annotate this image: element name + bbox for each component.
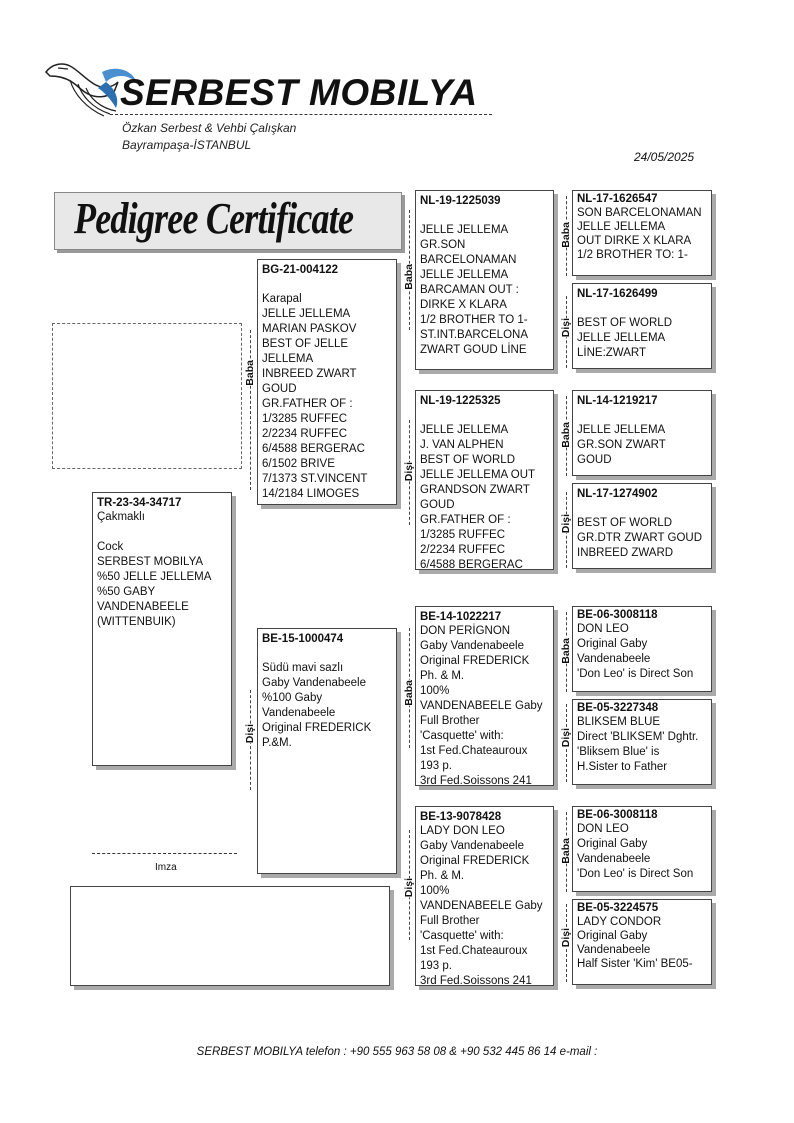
brand-underline bbox=[110, 114, 492, 115]
label-sss-father: Baba bbox=[560, 222, 572, 248]
label-dam-mother: Dişi bbox=[244, 724, 256, 744]
sire-card bbox=[257, 259, 397, 505]
bird-card bbox=[92, 492, 232, 766]
dsd-info: BLIKSEM BLUE Direct 'BLIKSEM' Dghtr. 'Bliksem Blue' is H.Sister to Father bbox=[577, 716, 699, 773]
photo-placeholder bbox=[52, 323, 242, 469]
location-text: Bayrampaşa-İSTANBUL bbox=[122, 138, 252, 152]
dss-info: DON LEO Original Gaby Vandenabeele 'Don Leo' is Direct Son bbox=[577, 623, 694, 680]
label-sdd-mother: Dişi bbox=[560, 514, 572, 534]
ss-ring: NL-19-1225039 bbox=[420, 195, 501, 207]
label-ssd-mother: Dişi bbox=[560, 318, 572, 338]
sss-ring: NL-17-1626547 bbox=[577, 193, 658, 205]
label-dd-mother: Dişi bbox=[403, 878, 415, 898]
sire-info: Karapal JELLE JELLEMA MARIAN PASKOV BEST OF JELLE JELLEMA INBREED ZWART GOUD GR.FATHER OF : 1/3285 RUFFEC 2/2234 RUFFEC 6/4588 BERGERAC 6/1502 BRIVE 7/1373 ST.VINCENT 14/2184 LIMOGES bbox=[262, 293, 368, 500]
dss-ring: BE-06-3008118 bbox=[577, 609, 658, 621]
dsd-ring: BE-05-3227348 bbox=[577, 702, 659, 714]
ssd-ring: NL-17-1626499 bbox=[577, 288, 658, 300]
dam-card bbox=[257, 628, 397, 874]
bird-info: Çakmaklı Cock SERBEST MOBILYA %50 JELLE JELLEMA %50 GABY VANDENABEELE (WITTENBUIK) bbox=[97, 511, 212, 628]
sd-ring: NL-19-1225325 bbox=[420, 395, 501, 407]
ddd-ring: BE-05-3224575 bbox=[577, 902, 659, 914]
ds-card bbox=[415, 606, 554, 786]
ssd-card bbox=[572, 283, 712, 369]
connector-sire bbox=[250, 330, 251, 490]
label-ds-father: Baba bbox=[403, 680, 415, 706]
label-ddd-mother: Dişi bbox=[560, 928, 572, 948]
ds-ring: BE-14-1022217 bbox=[420, 611, 502, 623]
dd-card bbox=[415, 806, 554, 986]
sss-info: SON BARCELONAMAN JELLE JELLEMA OUT DIRKE X KLARA 1/2 BROTHER TO: 1- bbox=[577, 207, 702, 261]
ddd-info: LADY CONDOR Original Gaby Vandenabeele Half Sister 'Kim' BE05- bbox=[577, 916, 693, 970]
sss-card bbox=[572, 190, 712, 276]
bird-ring: TR-23-34-34717 bbox=[97, 497, 182, 509]
ddd-card bbox=[572, 899, 712, 985]
signature-line bbox=[92, 853, 237, 854]
sd-card bbox=[415, 390, 554, 570]
certificate-title: Pedigree Certificate bbox=[74, 194, 354, 243]
sds-info: JELLE JELLEMA GR.SON ZWART GOUD bbox=[577, 424, 666, 466]
footer-contact: SERBEST MOBILYA telefon : +90 555 963 58 08 & +90 532 445 86 14 e-mail : bbox=[196, 1046, 598, 1058]
label-sd-mother: Dişi bbox=[403, 462, 415, 482]
label-ss-father: Baba bbox=[403, 264, 415, 290]
sds-ring: NL-14-1219217 bbox=[577, 395, 658, 407]
dam-info: Südü mavi sazlı Gaby Vandenabeele %100 Gaby Vandenabeele Original FREDERICK P.&M. bbox=[262, 662, 372, 749]
dsd-card bbox=[572, 699, 712, 785]
signature-box bbox=[70, 886, 390, 986]
ss-card bbox=[415, 190, 554, 370]
ssd-info: BEST OF WORLD JELLE JELLEMA LİNE:ZWART bbox=[577, 317, 672, 359]
label-dss-father: Baba bbox=[560, 638, 572, 664]
owners-text: Özkan Serbest & Vehbi Çalışkan bbox=[122, 121, 297, 135]
dd-ring: BE-13-9078428 bbox=[420, 811, 502, 823]
label-sds-father: Baba bbox=[560, 422, 572, 448]
dd-info: LADY DON LEO Gaby Vandenabeele Original FREDERICK Ph. & M. 100% VANDENABEELE Gaby Full Brother 'Casquette' with: 1st Fed.Chateauroux 193 p. 3rd Fed.Soissons 241 bbox=[420, 825, 543, 986]
ds-info: DON PERİGNON Gaby Vandenabeele Original FREDERICK Ph. & M. 100% VANDENABEELE Gaby Full Brother 'Casquette' with: 1st Fed.Chateauroux 193 p. 3rd Fed.Soissons 241 bbox=[420, 625, 543, 786]
dss-card bbox=[572, 606, 712, 692]
sdd-card bbox=[572, 483, 712, 569]
signature-label: Imza bbox=[155, 862, 177, 873]
label-dds-father: Baba bbox=[560, 838, 572, 864]
label-dsd-mother: Dişi bbox=[560, 728, 572, 748]
dds-card bbox=[572, 806, 712, 892]
sds-card bbox=[572, 390, 712, 476]
ss-info: JELLE JELLEMA GR.SON BARCELONAMAN JELLE JELLEMA BARCAMAN OUT : DIRKE X KLARA 1/2 BROTHER TO 1- ST.INT.BARCELONA ZWART GOUD LİNE bbox=[420, 224, 528, 356]
sdd-info: BEST OF WORLD GR.DTR ZWART GOUD INBREED ZWARD bbox=[577, 517, 703, 559]
dds-info: DON LEO Original Gaby Vandenabeele 'Don Leo' is Direct Son bbox=[577, 823, 694, 880]
dam-ring: BE-15-1000474 bbox=[262, 633, 344, 645]
sd-info: JELLE JELLEMA J. VAN ALPHEN BEST OF WORLD JELLE JELLEMA OUT GRANDSON ZWART GOUD GR.FATHER OF : 1/3285 RUFFEC 2/2234 RUFFEC 6/4588 BERGERAC bbox=[420, 424, 536, 570]
dds-ring: BE-06-3008118 bbox=[577, 809, 658, 821]
sire-ring: BG-21-004122 bbox=[262, 264, 339, 276]
label-sire-father: Baba bbox=[244, 360, 256, 386]
certificate-date: 24/05/2025 bbox=[634, 150, 695, 164]
brand-name: SERBEST MOBILYA bbox=[120, 72, 478, 113]
sdd-ring: NL-17-1274902 bbox=[577, 488, 658, 500]
